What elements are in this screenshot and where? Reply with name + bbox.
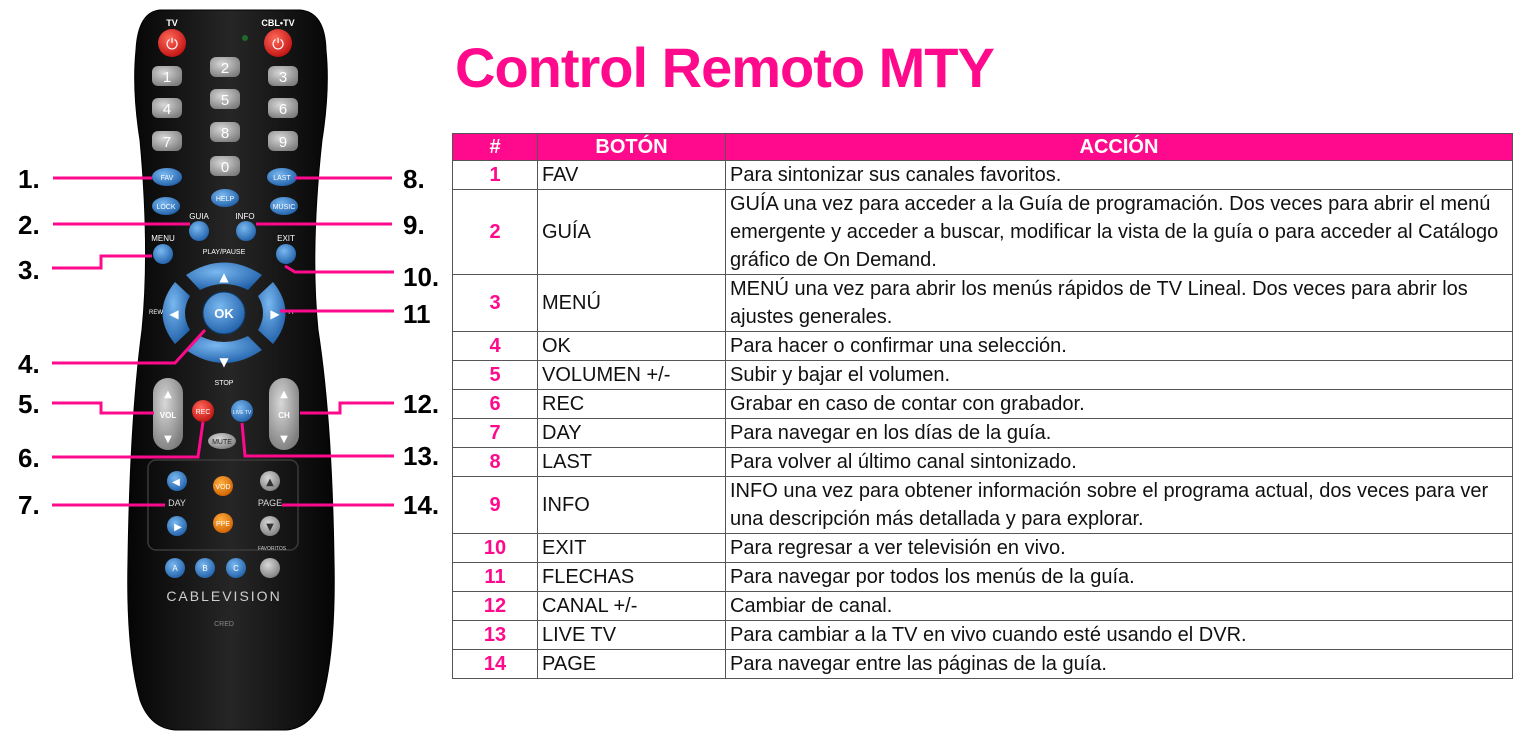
row-number: 12: [453, 592, 538, 621]
row-action: GUÍA una vez para acceder a la Guía de programación. Dos veces para abrir el menú emergente y acceder a buscar, modificar la vista de la guía o para acceder al Catálogo gráfico de On Demand.: [726, 190, 1513, 275]
callout-9: 9.: [403, 210, 425, 240]
row-number: 1: [453, 161, 538, 190]
up-arrow-icon: ▲: [219, 270, 229, 284]
row-number: 8: [453, 448, 538, 477]
row-button-name: FLECHAS: [538, 563, 726, 592]
guia-label: GUIA: [189, 212, 209, 221]
callout-13: 13.: [403, 441, 440, 471]
digit-9-label: 9: [278, 134, 288, 151]
rec-button-label: REC: [195, 409, 211, 416]
ok-button-label: OK: [214, 306, 234, 321]
row-action: Cambiar de canal.: [726, 592, 1513, 621]
day-forward-icon: ▶: [174, 522, 182, 533]
table-row: [453, 621, 1513, 650]
row-action: Para navegar en los días de la guía.: [726, 419, 1513, 448]
callout-4: 4.: [18, 349, 40, 379]
row-button-name: OK: [538, 332, 726, 361]
stop-label: STOP: [214, 380, 234, 387]
row-button-name: EXIT: [538, 534, 726, 563]
ppe-button-label: PPE: [215, 521, 231, 528]
rew-label: REW: [149, 310, 163, 316]
callout-3: 3.: [18, 255, 40, 285]
callout-6: 6.: [18, 443, 40, 473]
row-button-name: REC: [538, 390, 726, 419]
down-arrow-icon: ▼: [219, 355, 229, 369]
table-row: [453, 161, 1513, 190]
button-action-table: [452, 133, 1513, 679]
row-button-name: INFO: [538, 477, 726, 534]
guia-button[interactable]: [189, 221, 209, 241]
menu-label: MENU: [151, 234, 175, 243]
table-row: [453, 275, 1513, 332]
digit-1-label: 1: [162, 69, 172, 86]
row-action: Para sintonizar sus canales favoritos.: [726, 161, 1513, 190]
page-up-icon: ▲: [266, 477, 274, 488]
left-arrow-icon: ◀: [169, 307, 179, 321]
table-row: [453, 448, 1513, 477]
favoritos-label: FAVORITOS: [257, 546, 287, 552]
table-header-row: [453, 134, 1513, 161]
table-row: [453, 563, 1513, 592]
remote-illustration: [0, 0, 450, 736]
brand-logo: CABLEVISION: [166, 588, 282, 604]
row-action: Grabar en caso de contar con grabador.: [726, 390, 1513, 419]
table-row: [453, 592, 1513, 621]
model-label: CRED: [214, 621, 234, 628]
table-row: [453, 390, 1513, 419]
exit-label: EXIT: [277, 234, 295, 243]
row-button-name: GUÍA: [538, 190, 726, 275]
table-row: [453, 419, 1513, 448]
vod-button-label: VOD: [215, 484, 231, 491]
channel-up-icon: ▲: [280, 389, 288, 400]
callout-line-3: [52, 256, 152, 268]
ff-label: FF: [288, 310, 296, 316]
row-action: Para hacer o confirmar una selección.: [726, 332, 1513, 361]
row-button-name: FAV: [538, 161, 726, 190]
row-button-name: MENÚ: [538, 275, 726, 332]
tv-power-label: TV: [166, 18, 178, 28]
row-number: 10: [453, 534, 538, 563]
callout-2: 2.: [18, 210, 40, 240]
play-pause-label: PLAY/PAUSE: [202, 249, 246, 256]
row-number: 7: [453, 419, 538, 448]
row-number: 14: [453, 650, 538, 679]
menu-button[interactable]: [153, 244, 173, 264]
table-row: [453, 190, 1513, 275]
remote-figure: [0, 0, 450, 736]
right-arrow-icon: ▶: [270, 307, 280, 321]
c-button-label: C: [233, 564, 239, 573]
column-header-num: #: [453, 134, 538, 161]
row-action: MENÚ una vez para abrir los menús rápidos de TV Lineal. Dos veces para abrir los ajustes generales.: [726, 275, 1513, 332]
digit-0-label: 0: [220, 159, 230, 176]
lock-button-label: LOCK: [156, 204, 176, 211]
row-number: 11: [453, 563, 538, 592]
row-action: Para navegar entre las páginas de la guía.: [726, 650, 1513, 679]
music-button-label: MUSIC: [272, 204, 296, 211]
row-action: Para volver al último canal sintonizado.: [726, 448, 1513, 477]
power-icon: ⏻: [272, 35, 284, 53]
row-number: 13: [453, 621, 538, 650]
cbl-power-label: CBL•TV: [261, 18, 295, 28]
callout-8: 8.: [403, 164, 425, 194]
row-button-name: VOLUMEN +/-: [538, 361, 726, 390]
digit-8-label: 8: [220, 125, 230, 142]
mute-button-label: MUTE: [212, 439, 232, 446]
table-row: [453, 534, 1513, 563]
digit-5-label: 5: [220, 92, 230, 109]
b-button-label: B: [202, 564, 208, 573]
callout-14: 14.: [403, 490, 440, 520]
table-row: [453, 332, 1513, 361]
a-button-label: A: [172, 564, 178, 573]
row-action: INFO una vez para obtener información sobre el programa actual, dos veces para ver una descripción más detallada y para explorar.: [726, 477, 1513, 534]
exit-button[interactable]: [276, 244, 296, 264]
callout-5: 5.: [18, 389, 40, 419]
callout-10: 10.: [403, 262, 440, 292]
table-row: [453, 477, 1513, 534]
callout-7: 7.: [18, 490, 40, 520]
help-button-label: HELP: [215, 196, 235, 203]
table-body: [453, 161, 1513, 679]
table-row: [453, 361, 1513, 390]
callout-11: 11: [403, 299, 431, 329]
info-label: INFO: [235, 212, 255, 221]
row-number: 9: [453, 477, 538, 534]
row-action: Para navegar por todos los menús de la guía.: [726, 563, 1513, 592]
digit-6-label: 6: [278, 101, 288, 118]
row-action: Para cambiar a la TV en vivo cuando esté usando el DVR.: [726, 621, 1513, 650]
row-action: Subir y bajar el volumen.: [726, 361, 1513, 390]
live-tv-button-label: LIVE TV: [232, 410, 252, 416]
info-button[interactable]: [236, 221, 256, 241]
callout-12: 12.: [403, 389, 440, 419]
page-label: PAGE: [257, 498, 283, 508]
digit-2-label: 2: [220, 60, 230, 77]
power-icon: ⏻: [166, 35, 178, 53]
row-number: 6: [453, 390, 538, 419]
row-number: 5: [453, 361, 538, 390]
row-number: 3: [453, 275, 538, 332]
volume-rocker-label: VOL: [159, 411, 177, 420]
fav-button-label: FAV: [160, 175, 174, 182]
channel-down-icon: ▼: [280, 434, 288, 445]
channel-rocker-label: CH: [278, 411, 290, 420]
digit-7-label: 7: [162, 134, 172, 151]
row-button-name: PAGE: [538, 650, 726, 679]
table-row: [453, 650, 1513, 679]
row-button-name: DAY: [538, 419, 726, 448]
favorites-button[interactable]: [260, 558, 280, 578]
row-number: 2: [453, 190, 538, 275]
column-header-action: ACCIÓN: [726, 134, 1513, 161]
volume-down-icon: ▼: [164, 434, 172, 445]
volume-up-icon: ▲: [164, 389, 172, 400]
digit-4-label: 4: [162, 101, 172, 118]
page-title: Control Remoto MTY: [455, 36, 994, 99]
day-label: DAY: [168, 498, 186, 508]
callout-1: 1.: [18, 164, 40, 194]
row-button-name: CANAL +/-: [538, 592, 726, 621]
row-action: Para regresar a ver televisión en vivo.: [726, 534, 1513, 563]
page-down-icon: ▼: [266, 522, 274, 533]
row-button-name: LAST: [538, 448, 726, 477]
status-led-icon: [242, 35, 248, 41]
last-button-label: LAST: [273, 175, 291, 182]
row-button-name: LIVE TV: [538, 621, 726, 650]
digit-3-label: 3: [278, 69, 288, 86]
row-number: 4: [453, 332, 538, 361]
day-back-icon: ◀: [172, 477, 180, 488]
column-header-button: BOTÓN: [538, 134, 726, 161]
